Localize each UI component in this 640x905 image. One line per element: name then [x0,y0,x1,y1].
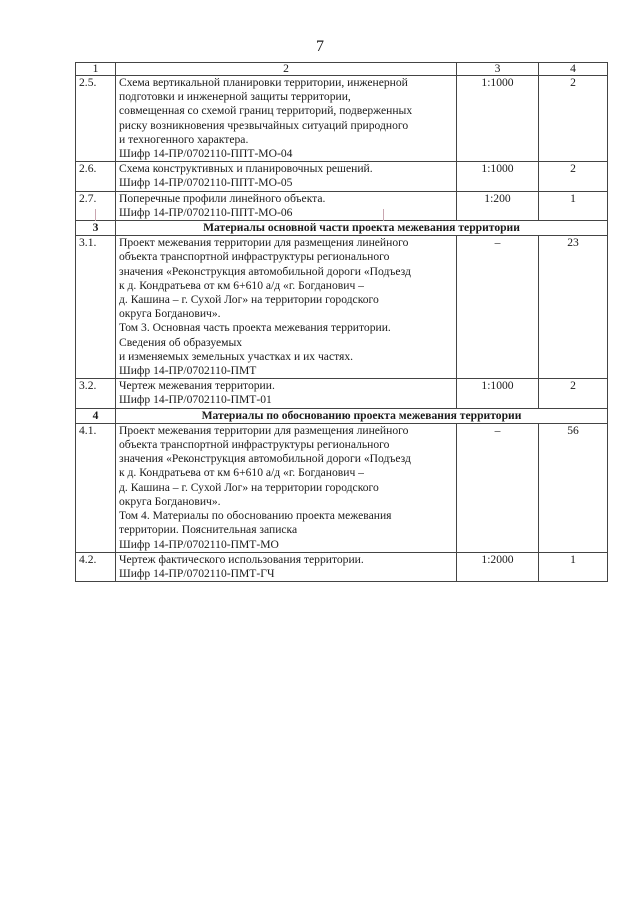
description-line: Шифр 14-ПР/0702110-ПМТ-01 [119,393,272,407]
description-line: объекта транспортной инфраструктуры регионального [119,438,390,452]
item-number: 2.7. [76,191,116,220]
scan-mark [383,209,384,221]
table-row [76,379,608,408]
description-line: Проект межевания территории для размещения линейного [119,236,409,250]
table-row [76,423,608,552]
description-line: объекта транспортной инфраструктуры регионального [119,250,390,264]
item-number: 3.2. [76,379,116,408]
description-line: к д. Кондратьева от км 6+610 а/д «г. Богданович – [119,278,364,292]
item-scale: 1:200 [457,191,539,220]
table-row [76,552,608,581]
item-scale: 1:1000 [457,162,539,191]
section-row [76,221,608,236]
description-line: Чертеж межевания территории. [119,379,275,393]
column-number-4: 4 [539,63,608,76]
description-line: и техногенного характера. [119,132,249,146]
item-scale: – [457,236,539,379]
item-scale: 1:1000 [457,379,539,408]
section-number: 3 [76,221,116,236]
item-description [116,191,457,220]
materials-table-body [76,63,608,582]
section-title: Материалы основной части проекта межевания территории [116,221,608,236]
item-scale: 1:2000 [457,552,539,581]
description-line: Шифр 14-ПР/0702110-ППТ-МО-05 [119,176,293,190]
materials-table [75,62,608,582]
item-number: 4.1. [76,423,116,552]
table-row [76,76,608,162]
item-description [116,162,457,191]
table-row [76,162,608,191]
description-line: значения «Реконструкция автомобильной дороги «Подъезд [119,452,411,466]
item-number: 2.6. [76,162,116,191]
column-number-3: 3 [457,63,539,76]
item-description [116,552,457,581]
description-line: округа Богданович». [119,307,221,321]
item-sheets: 2 [539,162,608,191]
item-sheets: 2 [539,76,608,162]
description-line: совмещенная со схемой границ территорий, подверженных [119,104,413,118]
description-line: значения «Реконструкция автомобильной дороги «Подъезд [119,264,411,278]
section-row [76,408,608,423]
item-description [116,236,457,379]
item-scale: 1:1000 [457,76,539,162]
item-description [116,76,457,162]
description-line: к д. Кондратьева от км 6+610 а/д «г. Богданович – [119,466,364,480]
description-line: Шифр 14-ПР/0702110-ПМТ [119,364,257,378]
description-line: Схема вертикальной планировки территории, инженерной [119,76,408,89]
description-line: подготовки и инженерной защиты территории, [119,90,351,104]
description-line: Проект межевания территории для размещения линейного [119,423,409,437]
description-line: Поперечные профили линейного объекта. [119,191,326,205]
item-sheets: 1 [539,552,608,581]
description-line: Шифр 14-ПР/0702110-ППТ-МО-04 [119,147,293,161]
description-line: Схема конструктивных и планировочных решений. [119,162,373,176]
description-line: округа Богданович». [119,494,221,508]
column-number-2: 2 [116,63,457,76]
description-line: Том 4. Материалы по обоснованию проекта межевания [119,509,392,523]
section-title: Материалы по обоснованию проекта межевания территории [116,408,608,423]
description-line: Чертеж фактического использования территории. [119,552,364,566]
item-number: 4.2. [76,552,116,581]
item-description [116,423,457,552]
description-line: д. Кашина – г. Сухой Лог» на территории городского [119,480,379,494]
table-row [76,191,608,220]
column-numbers-row [76,63,608,76]
item-description [116,379,457,408]
description-line: Сведения об образуемых [119,335,243,349]
table-row [76,236,608,379]
description-line: д. Кашина – г. Сухой Лог» на территории городского [119,293,379,307]
section-number: 4 [76,408,116,423]
description-line: территории. Пояснительная записка [119,523,298,537]
description-line: риску возникновения чрезвычайных ситуаций природного [119,118,409,132]
page-number: 7 [316,38,324,55]
item-number: 2.5. [76,76,116,162]
description-line: Шифр 14-ПР/0702110-ПМТ-ГЧ [119,566,275,580]
item-sheets: 23 [539,236,608,379]
description-line: и изменяемых земельных участках и их частях. [119,349,354,363]
item-scale: – [457,423,539,552]
column-number-1: 1 [76,63,116,76]
description-line: Шифр 14-ПР/0702110-ПМТ-МО [119,537,279,551]
description-line: Шифр 14-ПР/0702110-ППТ-МО-06 [119,205,293,219]
scan-mark [95,209,96,221]
item-sheets: 2 [539,379,608,408]
item-sheets: 56 [539,423,608,552]
item-sheets: 1 [539,191,608,220]
item-number: 3.1. [76,236,116,379]
description-line: Том 3. Основная часть проекта межевания территории. [119,321,391,335]
